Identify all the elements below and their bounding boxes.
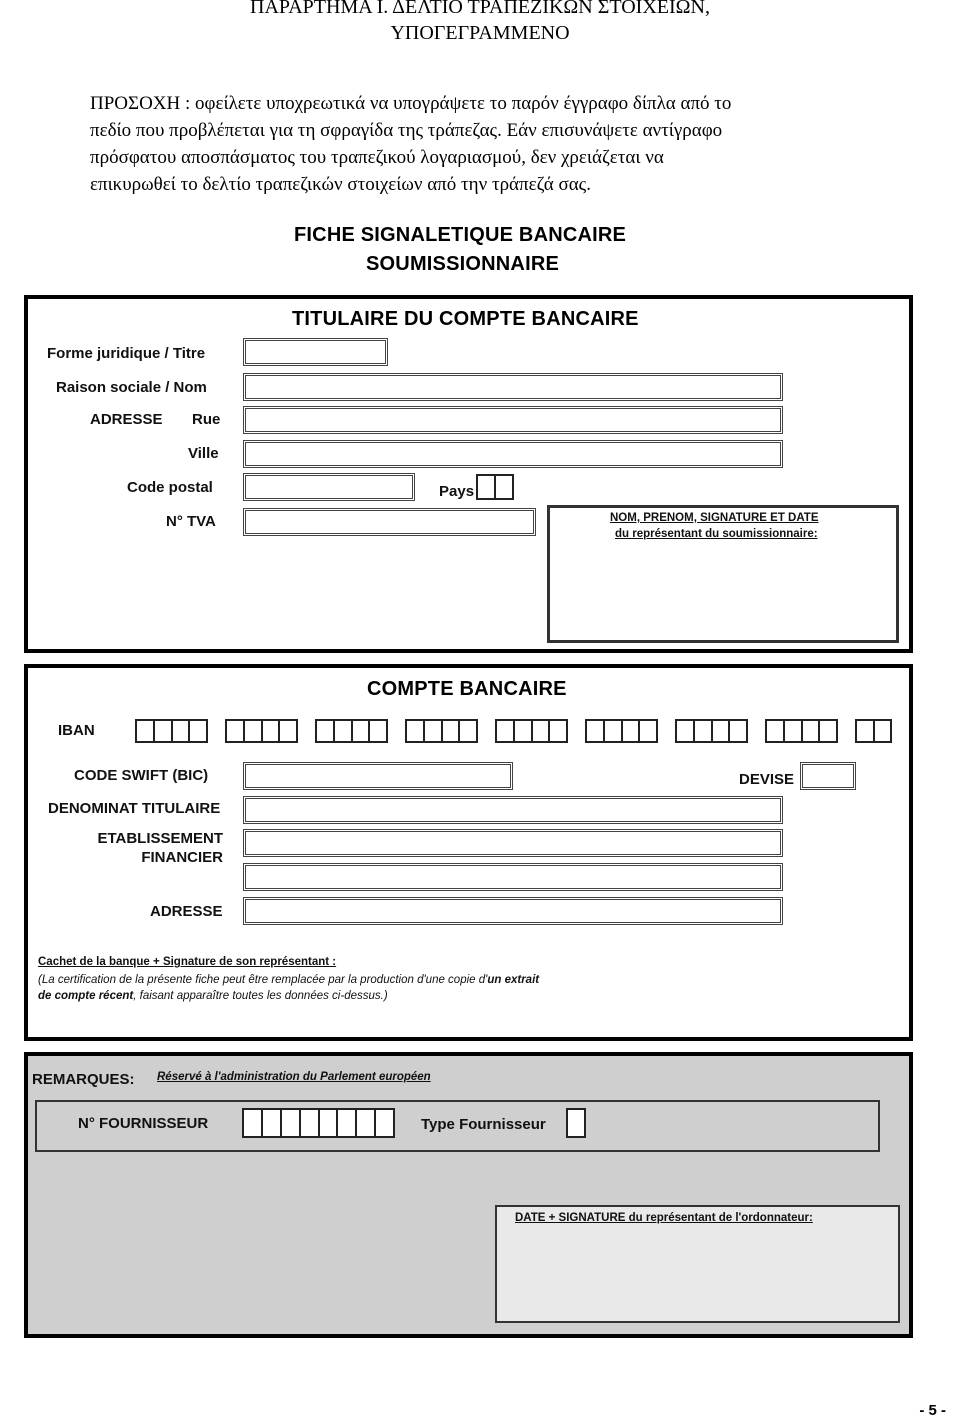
forme-juridique-label: Forme juridique / Titre xyxy=(47,345,206,362)
denominat-label: DENOMINAT TITULAIRE xyxy=(48,800,221,817)
annex-title-line-1: ΠΑΡΑΡΤΗΜΑ Ι. ΔΕΛΤΙΟ ΤΡΑΠΕΖΙΚΩΝ ΣΤΟΙΧΕΙΩΝ, xyxy=(250,0,710,18)
tva-field[interactable] xyxy=(243,508,536,536)
adresse-label: ADRESSE xyxy=(90,411,163,428)
signature-label-line-2: du représentant du soumissionnaire: xyxy=(615,528,818,540)
iban-group-7[interactable] xyxy=(675,719,748,743)
rue-label: Rue xyxy=(192,411,221,428)
bank-adresse-field[interactable] xyxy=(243,897,783,925)
denominat-field[interactable] xyxy=(243,796,783,824)
iban-group-1[interactable] xyxy=(135,719,208,743)
fournisseur-label: N° FOURNISSEUR xyxy=(78,1115,209,1132)
reserved-note: Réservé à l'administration du Parlement européen xyxy=(157,1071,431,1083)
notice-line-3: πρόσφατου αποσπάσματος του τραπεζικού λογαριασμού, δεν χρειάζεται να xyxy=(90,147,664,168)
ville-field[interactable] xyxy=(243,440,783,468)
iban-group-6[interactable] xyxy=(585,719,658,743)
etablissement-field-2[interactable] xyxy=(243,863,783,891)
annex-title-line-2: ΥΠΟΓΕΓΡΑΜΜΕΝΟ xyxy=(390,22,570,44)
ville-label: Ville xyxy=(188,445,219,462)
cachet-label: Cachet de la banque + Signature de son représentant : xyxy=(38,956,337,968)
form-title-line-1: FICHE SIGNALETIQUE BANCAIRE xyxy=(294,224,627,246)
certification-note-line-2: de compte récent, faisant apparaître toutes les données ci-dessus.) xyxy=(38,990,388,1002)
code-postal-field[interactable] xyxy=(243,473,415,501)
iban-label: IBAN xyxy=(58,722,95,739)
etablissement-label-line-1: ETABLISSEMENT xyxy=(97,830,223,847)
rue-field[interactable] xyxy=(243,406,783,434)
devise-field[interactable] xyxy=(800,762,856,790)
account-holder-heading: TITULAIRE DU COMPTE BANCAIRE xyxy=(292,308,639,330)
notice-line-2: πεδίο που προβλέπεται για τη σφραγίδα της τράπεζας. Εάν επισυνάψετε αντίγραφο xyxy=(90,120,723,141)
swift-field[interactable] xyxy=(243,762,513,790)
forme-juridique-field[interactable] xyxy=(243,338,388,366)
type-fournisseur-field[interactable] xyxy=(566,1108,586,1138)
bank-account-heading: COMPTE BANCAIRE xyxy=(367,678,567,700)
iban-group-5[interactable] xyxy=(495,719,568,743)
tva-label: N° TVA xyxy=(166,513,216,530)
notice-line-4: επικυρωθεί το δελτίο τραπεζικών στοιχείων από την τράπεζά σας. xyxy=(90,174,591,195)
annex-title xyxy=(0,0,960,46)
etablissement-label-line-2: FINANCIER xyxy=(141,849,223,866)
code-postal-label: Code postal xyxy=(127,479,213,496)
devise-label: DEVISE xyxy=(739,771,795,788)
bank-adresse-label: ADRESSE xyxy=(150,903,223,920)
ordonnateur-signature-label: DATE + SIGNATURE du représentant de l'ordonnateur: xyxy=(515,1212,813,1224)
iban-group-2[interactable] xyxy=(225,719,298,743)
iban-group-8[interactable] xyxy=(765,719,838,743)
swift-label: CODE SWIFT (BIC) xyxy=(74,767,209,784)
etablissement-field-1[interactable] xyxy=(243,829,783,857)
form-title-line-2: SOUMISSIONNAIRE xyxy=(366,253,560,275)
remarques-label: REMARQUES: xyxy=(32,1071,135,1088)
pays-field[interactable] xyxy=(476,474,514,500)
raison-sociale-label: Raison sociale / Nom xyxy=(56,379,207,396)
raison-sociale-field[interactable] xyxy=(243,373,783,401)
iban-group-9[interactable] xyxy=(855,719,892,743)
pays-label: Pays xyxy=(439,483,475,500)
notice-line-1: ΠΡΟΣΟΧΗ : οφείλετε υποχρεωτικά να υπογράψετε το παρόν έγγραφο δίπλα από το xyxy=(90,93,732,114)
representative-signature-box[interactable] xyxy=(547,505,899,643)
type-fournisseur-label: Type Fournisseur xyxy=(421,1116,546,1133)
certification-note-line-1: (La certification de la présente fiche peut être remplacée par la production d'une copie d'un extrait xyxy=(38,974,540,986)
fournisseur-number-field[interactable] xyxy=(242,1108,395,1138)
notice-paragraph xyxy=(90,90,898,198)
page-number: - 5 - xyxy=(919,1402,946,1419)
signature-label-line-1: NOM, PRENOM, SIGNATURE ET DATE xyxy=(610,512,819,524)
iban-group-3[interactable] xyxy=(315,719,388,743)
iban-group-4[interactable] xyxy=(405,719,478,743)
